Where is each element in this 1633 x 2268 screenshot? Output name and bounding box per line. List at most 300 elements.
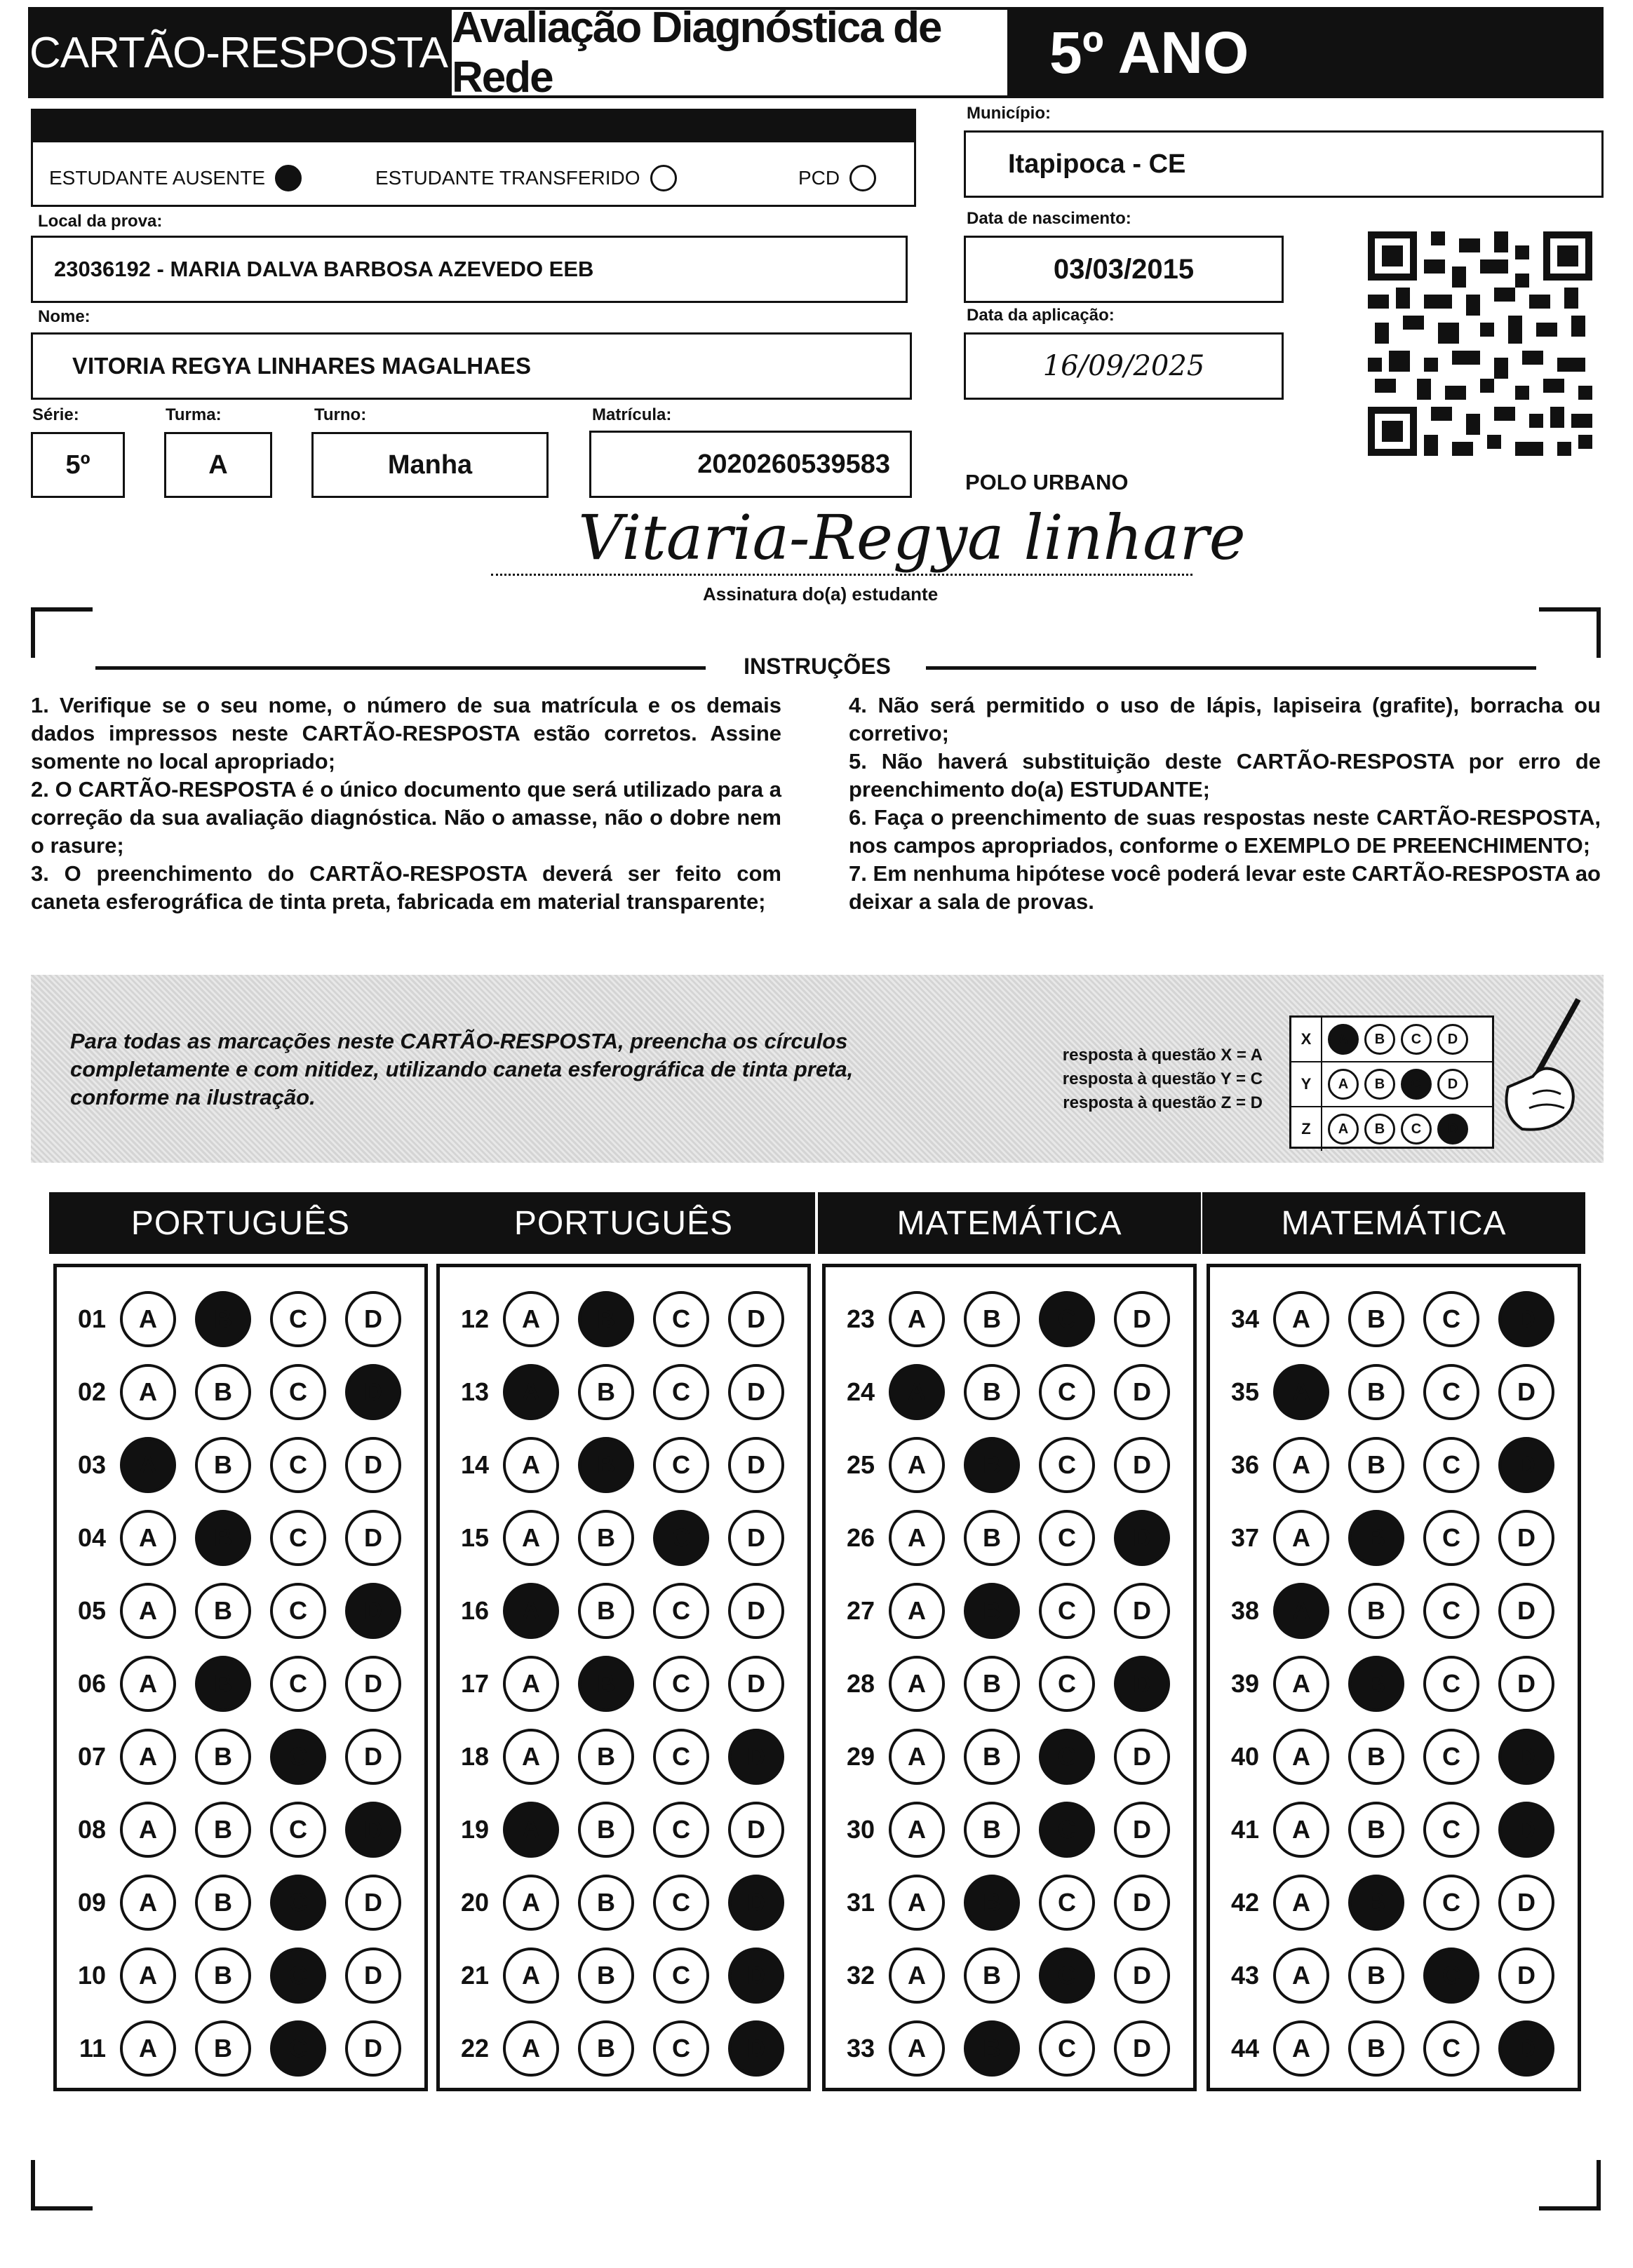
- answer-bubble-b[interactable]: B: [195, 1875, 251, 1931]
- answer-bubble-b[interactable]: B: [1348, 1802, 1404, 1858]
- status-pcd-circle[interactable]: [849, 165, 876, 191]
- answer-bubble-c[interactable]: C: [653, 1510, 709, 1566]
- answer-bubble-b[interactable]: B: [578, 1729, 634, 1785]
- answer-bubble-a[interactable]: A: [889, 1437, 945, 1493]
- answer-bubble-a[interactable]: A: [120, 1364, 176, 1420]
- turma-label: Turma:: [166, 405, 222, 424]
- answer-bubble-d[interactable]: D: [1498, 1948, 1554, 2004]
- answer-bubble-c[interactable]: C: [1423, 1583, 1479, 1639]
- answer-bubble-c[interactable]: C: [1423, 2020, 1479, 2077]
- question-number: 42: [1230, 1888, 1259, 1917]
- instruction-4: 4. Não será permitido o uso de lápis, lapiseira (grafite), borracha ou corretivo;: [849, 693, 1601, 745]
- matricula-label: Matrícula:: [592, 405, 672, 424]
- answer-bubble-c[interactable]: C: [1423, 1364, 1479, 1420]
- answer-bubble-d[interactable]: D: [345, 1364, 401, 1420]
- answer-bubble-a[interactable]: A: [1273, 1437, 1329, 1493]
- answer-bubble-d[interactable]: D: [728, 1583, 784, 1639]
- question-number: 43: [1230, 1961, 1259, 1990]
- question-number: 22: [460, 2034, 489, 2063]
- question-number: 27: [846, 1596, 875, 1625]
- question-number: 10: [77, 1961, 106, 1990]
- answer-bubble-b[interactable]: B: [1348, 1437, 1404, 1493]
- answer-bubble-b[interactable]: B: [1348, 1364, 1404, 1420]
- instructions-right: [849, 691, 1601, 916]
- question-number: 44: [1230, 2034, 1259, 2063]
- answer-bubble-c[interactable]: C: [1039, 1583, 1095, 1639]
- question-row: [1210, 1501, 1554, 1574]
- answer-bubble-d[interactable]: D: [728, 1729, 784, 1785]
- answer-bubble-c[interactable]: C: [1039, 1948, 1095, 2004]
- status-pcd[interactable]: [798, 165, 876, 191]
- question-row: [826, 1283, 1170, 1356]
- answer-bubble-b[interactable]: B: [578, 1948, 634, 2004]
- answer-bubble-a[interactable]: A: [889, 1510, 945, 1566]
- answer-bubble-a[interactable]: A: [120, 1583, 176, 1639]
- answer-bubble-c[interactable]: C: [270, 1583, 326, 1639]
- answer-bubble-b[interactable]: B: [195, 1729, 251, 1785]
- question-row: [826, 1574, 1170, 1647]
- section-title: MATEMÁTICA: [818, 1192, 1201, 1254]
- question-number: 17: [460, 1669, 489, 1698]
- answer-bubble-a[interactable]: A: [503, 1291, 559, 1347]
- question-row: [1210, 1720, 1554, 1793]
- answer-bubble-d[interactable]: D: [1114, 1583, 1170, 1639]
- answer-bubble-a[interactable]: A: [1273, 1802, 1329, 1858]
- answer-bubble-d[interactable]: D: [345, 1948, 401, 2004]
- fill-example-bubble: A: [1328, 1069, 1359, 1100]
- answer-bubble-d[interactable]: D: [1498, 2020, 1554, 2077]
- question-number: 36: [1230, 1450, 1259, 1479]
- question-number: 01: [77, 1304, 106, 1333]
- signature-label: Assinatura do(a) estudante: [703, 583, 939, 605]
- answer-bubble-c[interactable]: C: [1039, 1510, 1095, 1566]
- answer-bubble-a[interactable]: A: [120, 1875, 176, 1931]
- answer-bubble-c[interactable]: C: [1039, 1437, 1095, 1493]
- answer-bubble-d[interactable]: D: [728, 1510, 784, 1566]
- answer-bubble-c[interactable]: C: [653, 1729, 709, 1785]
- answer-bubble-d[interactable]: D: [1498, 1364, 1554, 1420]
- question-number: 39: [1230, 1669, 1259, 1698]
- answer-bubble-d[interactable]: D: [1114, 2020, 1170, 2077]
- answer-bubble-b[interactable]: B: [964, 1437, 1020, 1493]
- question-row: [826, 1356, 1170, 1429]
- answer-bubble-d[interactable]: D: [345, 1729, 401, 1785]
- answer-bubble-d[interactable]: D: [345, 1802, 401, 1858]
- fill-example-label-z: resposta à questão Z = D: [1063, 1093, 1263, 1112]
- question-number: 38: [1230, 1596, 1259, 1625]
- answer-bubble-c[interactable]: C: [653, 1875, 709, 1931]
- fill-example-label-x: resposta à questão X = A: [1062, 1046, 1263, 1065]
- answer-bubble-a[interactable]: A: [120, 1729, 176, 1785]
- answer-bubble-a[interactable]: A: [1273, 1510, 1329, 1566]
- question-row: [440, 1647, 784, 1720]
- answer-bubble-b[interactable]: B: [195, 1291, 251, 1347]
- question-row: [826, 1720, 1170, 1793]
- answer-bubble-a[interactable]: A: [889, 1802, 945, 1858]
- question-row: [440, 1283, 784, 1356]
- answer-bubble-b[interactable]: B: [195, 1437, 251, 1493]
- instruction-2: 2. O CARTÃO-RESPOSTA é o único documento que será utilizado para a correção da sua avaliação diagnóstica. Não o amasse, não o dobre nem o rasure;: [31, 777, 781, 858]
- corner-bottom-right: [1539, 2160, 1601, 2210]
- question-row: [826, 1939, 1170, 2012]
- answer-bubble-c[interactable]: C: [653, 1948, 709, 2004]
- answer-bubble-c[interactable]: C: [1423, 1510, 1479, 1566]
- answer-bubble-a[interactable]: A: [889, 1948, 945, 2004]
- answer-bubble-d[interactable]: D: [1114, 1364, 1170, 1420]
- answer-bubble-a[interactable]: A: [1273, 1656, 1329, 1712]
- answer-bubble-d[interactable]: D: [1498, 1510, 1554, 1566]
- answer-bubble-a[interactable]: A: [503, 1437, 559, 1493]
- instruction-3: 3. O preenchimento do CARTÃO-RESPOSTA deverá ser feito com caneta esferográfica de tinta preta, fabricada em material transparente;: [31, 861, 781, 914]
- answer-bubble-b[interactable]: B: [195, 1583, 251, 1639]
- answer-bubble-d[interactable]: D: [1498, 1291, 1554, 1347]
- question-number: 12: [460, 1304, 489, 1333]
- answer-bubble-c[interactable]: C: [1039, 1729, 1095, 1785]
- question-number: 09: [77, 1888, 106, 1917]
- fill-example-text: Para todas as marcações neste CARTÃO-RESPOSTA, preencha os círculos completamente e com nitidez, utilizando caneta esferográfica de tinta preta, conforme na ilustração.: [70, 1029, 854, 1109]
- question-row: [57, 1866, 401, 1939]
- answer-bubble-a[interactable]: A: [889, 1291, 945, 1347]
- nascimento-field: 03/03/2015: [964, 236, 1284, 303]
- answer-bubble-a[interactable]: A: [503, 1875, 559, 1931]
- fill-example-key: X: [1291, 1018, 1322, 1061]
- question-number: 07: [77, 1742, 106, 1771]
- question-number: 21: [460, 1961, 489, 1990]
- answer-bubble-b[interactable]: B: [1348, 1729, 1404, 1785]
- answer-bubble-c[interactable]: C: [270, 1729, 326, 1785]
- signature: Vitaria-Regya linhare: [578, 501, 1246, 574]
- answer-bubble-b[interactable]: B: [964, 1875, 1020, 1931]
- answer-bubble-c[interactable]: C: [653, 1656, 709, 1712]
- fill-example-key: Z: [1291, 1107, 1322, 1151]
- answer-bubble-c[interactable]: C: [1039, 1802, 1095, 1858]
- answer-bubble-d[interactable]: D: [728, 1656, 784, 1712]
- answer-bubble-c[interactable]: C: [653, 1364, 709, 1420]
- question-row: [440, 1939, 784, 2012]
- answer-bubble-c[interactable]: C: [270, 1802, 326, 1858]
- answer-bubble-c[interactable]: C: [1039, 1364, 1095, 1420]
- answer-bubble-c[interactable]: C: [1423, 1729, 1479, 1785]
- answer-bubble-b[interactable]: B: [578, 1437, 634, 1493]
- question-number: 32: [846, 1961, 875, 1990]
- question-row: [57, 1793, 401, 1866]
- question-row: [1210, 1647, 1554, 1720]
- answer-bubble-d[interactable]: D: [345, 1510, 401, 1566]
- status-transferred-label: ESTUDANTE TRANSFERIDO: [375, 167, 640, 189]
- answer-bubble-c[interactable]: C: [653, 1291, 709, 1347]
- question-row: [440, 1429, 784, 1501]
- corner-bottom-left: [31, 2160, 93, 2210]
- fill-example-bubble: B: [1364, 1024, 1395, 1055]
- answer-bubble-c[interactable]: C: [653, 1802, 709, 1858]
- answer-bubble-c[interactable]: C: [270, 1364, 326, 1420]
- status-absent[interactable]: [49, 165, 302, 191]
- answer-bubble-d[interactable]: D: [1498, 1729, 1554, 1785]
- answer-bubble-a[interactable]: A: [120, 1656, 176, 1712]
- answer-bubble-a[interactable]: A: [120, 1948, 176, 2004]
- fill-example-row: [1291, 1062, 1492, 1107]
- grade-label: 5º ANO: [1010, 7, 1604, 98]
- answer-bubble-a[interactable]: A: [120, 2020, 176, 2077]
- fill-example-labels: [912, 1044, 1263, 1115]
- answer-bubble-a[interactable]: A: [503, 1364, 559, 1420]
- answer-bubble-a[interactable]: A: [503, 1948, 559, 2004]
- answer-bubble-d[interactable]: D: [728, 1291, 784, 1347]
- question-number: 02: [77, 1377, 106, 1406]
- answer-bubble-a[interactable]: A: [889, 1583, 945, 1639]
- answer-bubble-a[interactable]: A: [503, 1729, 559, 1785]
- answer-bubble-b[interactable]: B: [195, 1948, 251, 2004]
- answer-bubble-d[interactable]: D: [728, 2020, 784, 2077]
- question-row: [1210, 1939, 1554, 2012]
- answer-bubble-b[interactable]: B: [1348, 1291, 1404, 1347]
- answer-bubble-a[interactable]: A: [1273, 1364, 1329, 1420]
- question-row: [57, 1939, 401, 2012]
- aplicacao-field: 16/09/2025: [964, 332, 1284, 400]
- answer-bubble-d[interactable]: D: [1498, 1437, 1554, 1493]
- answer-bubble-a[interactable]: A: [1273, 1583, 1329, 1639]
- answer-bubble-b[interactable]: B: [578, 1510, 634, 1566]
- answer-bubble-b[interactable]: B: [964, 1510, 1020, 1566]
- answer-bubble-c[interactable]: C: [270, 1948, 326, 2004]
- answer-bubble-a[interactable]: A: [503, 2020, 559, 2077]
- answer-bubble-b[interactable]: B: [195, 1364, 251, 1420]
- question-number: 20: [460, 1888, 489, 1917]
- answer-column: [53, 1264, 428, 2091]
- answer-bubble-b[interactable]: B: [578, 1656, 634, 1712]
- question-row: [440, 1793, 784, 1866]
- answer-bubble-c[interactable]: C: [653, 1437, 709, 1493]
- answer-bubble-a[interactable]: A: [889, 2020, 945, 2077]
- answer-bubble-a[interactable]: A: [120, 1437, 176, 1493]
- answer-bubble-d[interactable]: D: [1114, 1729, 1170, 1785]
- answer-bubble-c[interactable]: C: [270, 1656, 326, 1712]
- answer-bubble-d[interactable]: D: [1114, 1291, 1170, 1347]
- answer-bubble-b[interactable]: B: [1348, 1510, 1404, 1566]
- question-number: 15: [460, 1523, 489, 1552]
- instructions-left: [31, 691, 781, 916]
- status-transferred[interactable]: [375, 165, 677, 191]
- answer-bubble-b[interactable]: B: [964, 1656, 1020, 1712]
- answer-bubble-d[interactable]: D: [1114, 1948, 1170, 2004]
- question-number: 06: [77, 1669, 106, 1698]
- question-number: 34: [1230, 1304, 1259, 1333]
- answer-bubble-d[interactable]: D: [345, 2020, 401, 2077]
- answer-bubble-b[interactable]: B: [578, 1291, 634, 1347]
- answer-bubble-a[interactable]: A: [503, 1583, 559, 1639]
- instruction-6: 6. Faça o preenchimento de suas respostas neste CARTÃO-RESPOSTA, nos campos apropriados, conforme o EXEMPLO DE PREENCHIMENTO;: [849, 805, 1601, 858]
- answer-bubble-a[interactable]: A: [120, 1510, 176, 1566]
- answer-bubble-b[interactable]: B: [964, 1291, 1020, 1347]
- question-row: [57, 1647, 401, 1720]
- answer-bubble-d[interactable]: D: [1498, 1875, 1554, 1931]
- answer-bubble-b[interactable]: B: [195, 1656, 251, 1712]
- answer-bubble-b[interactable]: B: [1348, 2020, 1404, 2077]
- question-number: 35: [1230, 1377, 1259, 1406]
- answer-bubble-d[interactable]: D: [1114, 1437, 1170, 1493]
- answer-bubble-d[interactable]: D: [1498, 1656, 1554, 1712]
- answer-bubble-c[interactable]: C: [270, 1291, 326, 1347]
- answer-bubble-d[interactable]: D: [1114, 1802, 1170, 1858]
- instruction-5: 5. Não haverá substituição deste CARTÃO-RESPOSTA por erro de preenchimento do(a) ESTUDANTE;: [849, 749, 1601, 802]
- aplicacao-label: Data da aplicação:: [967, 306, 1115, 325]
- answer-bubble-d[interactable]: D: [1114, 1656, 1170, 1712]
- answer-bubble-a[interactable]: A: [503, 1656, 559, 1712]
- answer-bubble-b[interactable]: B: [195, 2020, 251, 2077]
- question-number: 26: [846, 1523, 875, 1552]
- answer-bubble-d[interactable]: D: [345, 1291, 401, 1347]
- answer-bubble-b[interactable]: B: [1348, 1656, 1404, 1712]
- question-number: 25: [846, 1450, 875, 1479]
- answer-bubble-c[interactable]: C: [1039, 1291, 1095, 1347]
- answer-bubble-c[interactable]: C: [270, 1437, 326, 1493]
- question-number: 03: [77, 1450, 106, 1479]
- turno-field: Manha: [311, 432, 549, 498]
- fill-example-row: [1291, 1107, 1492, 1151]
- status-pcd-label: PCD: [798, 167, 840, 189]
- question-number: 05: [77, 1596, 106, 1625]
- question-row: [1210, 1283, 1554, 1356]
- answer-bubble-a[interactable]: A: [1273, 1729, 1329, 1785]
- question-number: 33: [846, 2034, 875, 2063]
- answer-bubble-b[interactable]: B: [964, 1948, 1020, 2004]
- answer-bubble-c[interactable]: C: [1423, 1802, 1479, 1858]
- answer-bubble-a[interactable]: A: [1273, 1291, 1329, 1347]
- answer-bubble-a[interactable]: A: [120, 1291, 176, 1347]
- answer-bubble-d[interactable]: D: [728, 1948, 784, 2004]
- fill-example-bubble: D: [1437, 1114, 1468, 1145]
- instructions-title: INSTRUÇÕES: [744, 654, 891, 679]
- answer-bubble-b[interactable]: B: [578, 1875, 634, 1931]
- local-field: 23036192 - MARIA DALVA BARBOSA AZEVEDO EEB: [31, 236, 908, 303]
- fill-example-bubble: D: [1437, 1069, 1468, 1100]
- answer-bubble-c[interactable]: C: [270, 1510, 326, 1566]
- municipio-field: Itapipoca - CE: [964, 130, 1604, 198]
- answer-bubble-b[interactable]: B: [578, 1802, 634, 1858]
- fill-example-bubble: A: [1328, 1114, 1359, 1145]
- question-row: [57, 2012, 401, 2085]
- question-row: [1210, 1866, 1554, 1939]
- status-bar: [31, 109, 916, 142]
- answer-bubble-c[interactable]: C: [270, 2020, 326, 2077]
- serie-label: Série:: [32, 405, 79, 424]
- answer-bubble-b[interactable]: B: [964, 1729, 1020, 1785]
- answer-bubble-b[interactable]: B: [578, 1583, 634, 1639]
- question-number: 29: [846, 1742, 875, 1771]
- answer-bubble-d[interactable]: D: [1114, 1510, 1170, 1566]
- answer-bubble-c[interactable]: C: [653, 2020, 709, 2077]
- signature-line: [491, 574, 1192, 576]
- question-number: 16: [460, 1596, 489, 1625]
- nome-label: Nome:: [38, 307, 90, 326]
- answer-bubble-d[interactable]: D: [1498, 1583, 1554, 1639]
- question-number: 04: [77, 1523, 106, 1552]
- fill-example-bubble: B: [1364, 1069, 1395, 1100]
- question-row: [57, 1356, 401, 1429]
- answer-bubble-b[interactable]: B: [964, 2020, 1020, 2077]
- answer-bubble-d[interactable]: D: [1114, 1875, 1170, 1931]
- status-absent-circle[interactable]: [275, 165, 302, 191]
- answer-bubble-d[interactable]: D: [728, 1364, 784, 1420]
- answer-bubble-b[interactable]: B: [1348, 1948, 1404, 2004]
- answer-bubble-c[interactable]: C: [1423, 1875, 1479, 1931]
- answer-bubble-c[interactable]: C: [1423, 1291, 1479, 1347]
- answer-bubble-b[interactable]: B: [195, 1802, 251, 1858]
- answer-bubble-c[interactable]: C: [1423, 1948, 1479, 2004]
- fill-example-bubble: B: [1364, 1114, 1395, 1145]
- question-row: [440, 2012, 784, 2085]
- question-number: 31: [846, 1888, 875, 1917]
- question-number: 37: [1230, 1523, 1259, 1552]
- answer-bubble-b[interactable]: B: [1348, 1875, 1404, 1931]
- answer-bubble-c[interactable]: C: [1423, 1437, 1479, 1493]
- answer-bubble-b[interactable]: B: [1348, 1583, 1404, 1639]
- answer-column: [822, 1264, 1197, 2091]
- answer-bubble-a[interactable]: A: [503, 1510, 559, 1566]
- answer-bubble-b[interactable]: B: [578, 2020, 634, 2077]
- question-row: [440, 1574, 784, 1647]
- answer-bubble-c[interactable]: C: [1039, 2020, 1095, 2077]
- question-row: [57, 1720, 401, 1793]
- answer-bubble-c[interactable]: C: [653, 1583, 709, 1639]
- answer-bubble-a[interactable]: A: [889, 1875, 945, 1931]
- question-row: [440, 1356, 784, 1429]
- answer-bubble-a[interactable]: A: [889, 1729, 945, 1785]
- answer-bubble-a[interactable]: A: [120, 1802, 176, 1858]
- answer-bubble-a[interactable]: A: [1273, 1948, 1329, 2004]
- answer-bubble-b[interactable]: B: [964, 1364, 1020, 1420]
- answer-bubble-d[interactable]: D: [345, 1583, 401, 1639]
- answer-bubble-c[interactable]: C: [1039, 1875, 1095, 1931]
- answer-bubble-d[interactable]: D: [345, 1875, 401, 1931]
- answer-bubble-a[interactable]: A: [1273, 1875, 1329, 1931]
- question-number: 23: [846, 1304, 875, 1333]
- answer-bubble-a[interactable]: A: [1273, 2020, 1329, 2077]
- answer-bubble-b[interactable]: B: [578, 1364, 634, 1420]
- serie-field: 5º: [31, 432, 125, 498]
- answer-bubble-d[interactable]: D: [728, 1875, 784, 1931]
- answer-bubble-d[interactable]: D: [345, 1656, 401, 1712]
- question-row: [1210, 1574, 1554, 1647]
- answer-bubble-d[interactable]: D: [728, 1437, 784, 1493]
- answer-bubble-b[interactable]: B: [195, 1510, 251, 1566]
- question-row: [57, 1429, 401, 1501]
- answer-bubble-d[interactable]: D: [728, 1802, 784, 1858]
- answer-bubble-a[interactable]: A: [503, 1802, 559, 1858]
- status-transferred-circle[interactable]: [650, 165, 677, 191]
- answer-bubble-d[interactable]: D: [1498, 1802, 1554, 1858]
- answer-bubble-b[interactable]: B: [964, 1802, 1020, 1858]
- answer-bubble-d[interactable]: D: [345, 1437, 401, 1493]
- question-number: 19: [460, 1815, 489, 1844]
- corner-top-right: [1539, 607, 1601, 658]
- municipio-label: Município:: [967, 104, 1051, 123]
- answer-bubble-c[interactable]: C: [1423, 1656, 1479, 1712]
- answer-bubble-c[interactable]: C: [1039, 1656, 1095, 1712]
- answer-bubble-c[interactable]: C: [270, 1875, 326, 1931]
- question-row: [57, 1574, 401, 1647]
- fill-example-grid: [1289, 1015, 1494, 1149]
- answer-bubble-a[interactable]: A: [889, 1364, 945, 1420]
- corner-top-left: [31, 607, 93, 658]
- question-row: [826, 1647, 1170, 1720]
- question-number: 11: [79, 2034, 106, 2063]
- question-row: [1210, 2012, 1554, 2085]
- answer-bubble-a[interactable]: A: [889, 1656, 945, 1712]
- nome-field: VITORIA REGYA LINHARES MAGALHAES: [31, 332, 912, 400]
- local-label: Local da prova:: [38, 212, 163, 231]
- answer-bubble-b[interactable]: B: [964, 1583, 1020, 1639]
